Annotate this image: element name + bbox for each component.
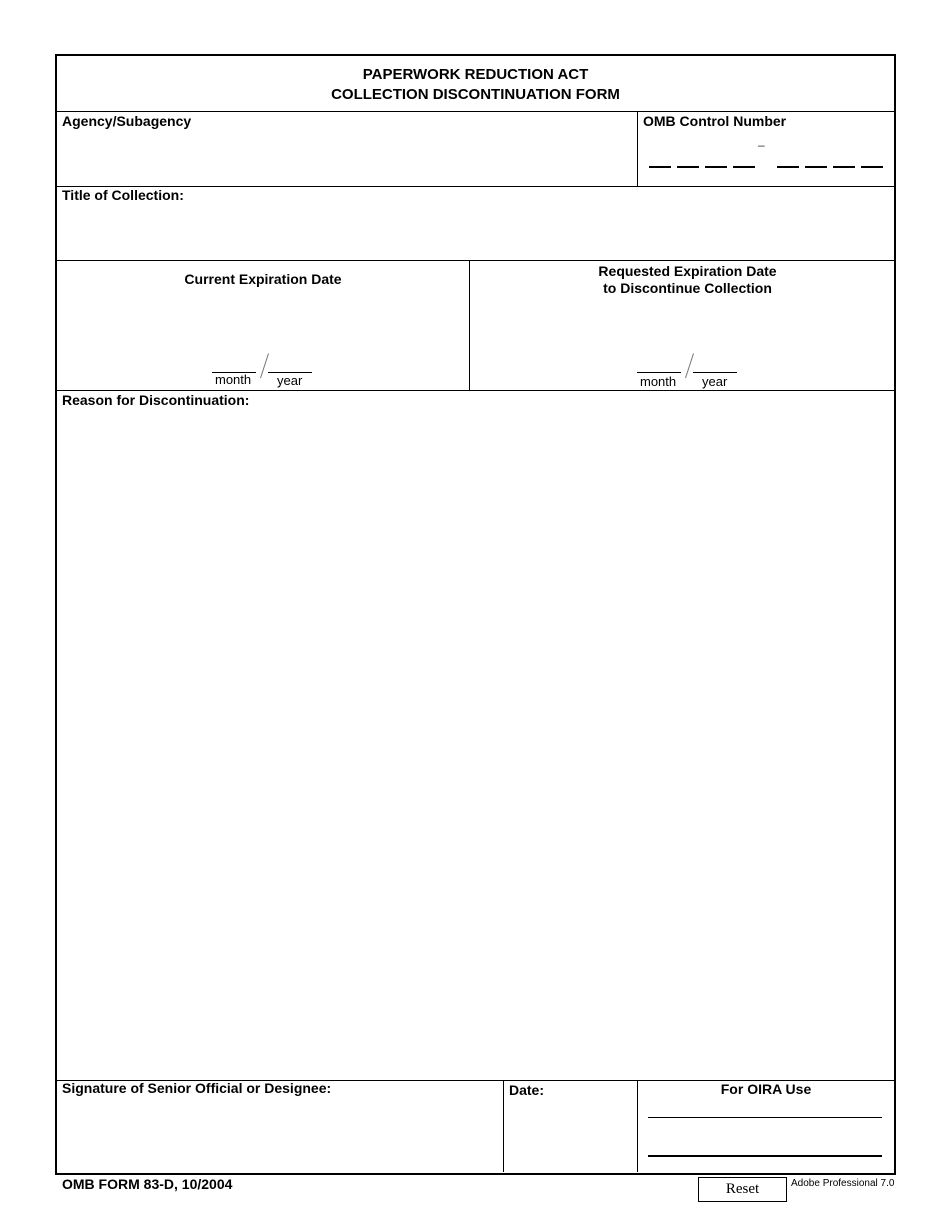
form-id: OMB FORM 83-D, 10/2004 [62,1176,233,1192]
current-month-caption: month [215,372,252,387]
omb-digit-slot [677,166,699,168]
oira-line-1 [648,1117,882,1118]
requested-month-caption: month [640,374,677,389]
omb-control-number-input[interactable] [642,134,888,174]
omb-separator: – [758,138,765,152]
current-year-caption: year [277,373,303,388]
requested-year-caption: year [702,374,728,389]
divider [57,260,894,261]
omb-digit-slot [733,166,755,168]
reason-textarea[interactable] [60,412,890,1076]
omb-digit-slot [777,166,799,168]
agency-input[interactable] [60,132,630,182]
reset-button[interactable]: Reset [698,1177,787,1202]
omb-digit-slot [861,166,883,168]
requested-expiration-month-input[interactable] [637,352,681,372]
oira-line-2 [648,1155,882,1157]
signature-label: Signature of Senior Official or Designee: [62,1080,332,1096]
agency-label: Agency/Subagency [62,113,192,129]
requested-expiration-label-line1: Requested Expiration Date [598,263,777,279]
current-expiration-label: Current Expiration Date [184,271,342,287]
date-label: Date: [509,1082,545,1098]
month-underline [637,372,681,373]
oira-use-label: For OIRA Use [720,1081,812,1097]
divider [503,1080,504,1172]
divider [637,111,638,186]
omb-digit-slot [649,166,671,168]
form-title [57,65,894,105]
reason-label: Reason for Discontinuation: [62,392,250,408]
omb-digit-slot [805,166,827,168]
requested-expiration-label-line2: to Discontinue Collection [603,280,772,296]
requested-expiration-label [470,263,905,297]
current-expiration-year-input[interactable] [268,352,312,372]
current-expiration-month-input[interactable] [212,352,256,372]
signature-input[interactable] [60,1100,498,1168]
software-note: Adobe Professional 7.0 [791,1178,895,1189]
omb-control-number-label: OMB Control Number [643,113,787,129]
omb-digit-slot [833,166,855,168]
form-title-line2: COLLECTION DISCONTINUATION FORM [331,86,620,103]
omb-digit-slot [705,166,727,168]
divider [57,111,894,112]
collection-title-input[interactable] [60,206,890,256]
requested-expiration-year-input[interactable] [693,352,737,372]
date-input[interactable] [507,1100,633,1168]
collection-title-label: Title of Collection: [62,187,184,203]
year-underline [693,372,737,373]
form-title-line1: PAPERWORK REDUCTION ACT [362,66,589,83]
divider [57,390,894,391]
